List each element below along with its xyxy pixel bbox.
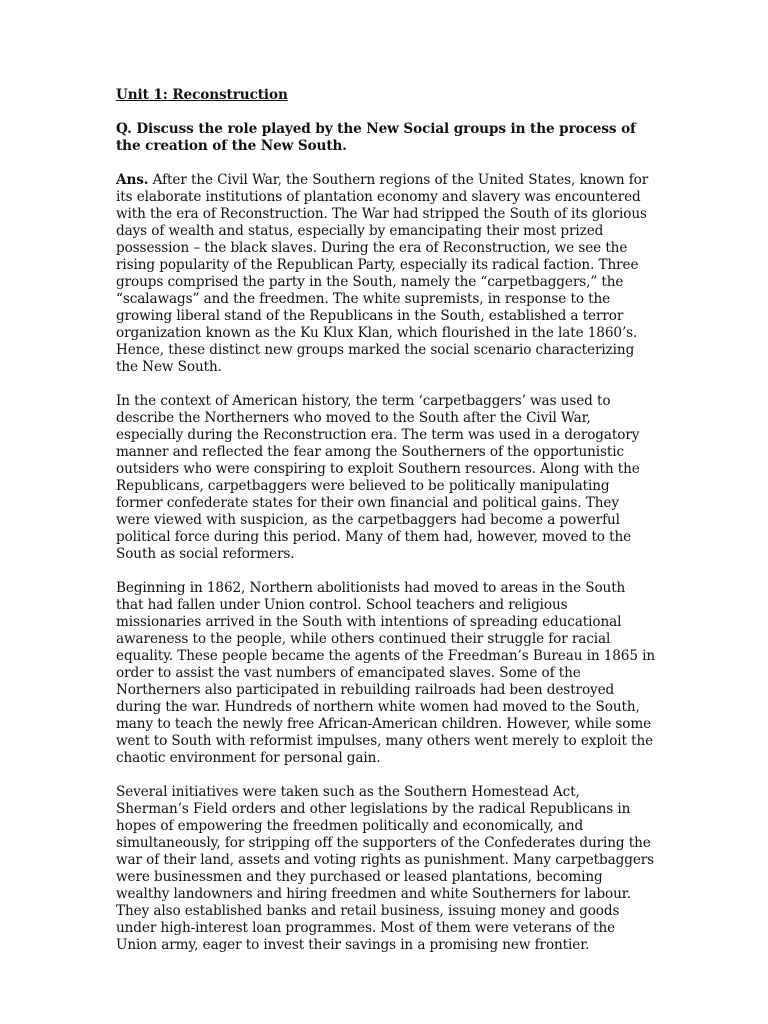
paragraph-carpetbaggers: In the context of American history, the term ‘carpetbaggers’ was used to describe the Northerners who moved to the South after the Civil War, especially during the Reconstruction era. The term was used in a derogatory manner and reflected the fear among the Southerners of the opportunistic outsiders who were conspiring to exploit Southern resources. Along with the Republicans, carpetbaggers were believed to be politically manipulating former confederate states for their own financial and political gains. They were viewed with suspicion, as the carpetbaggers had become a powerful political force during this period. Many of them had, however, moved to the South as social reformers. [116,393,640,562]
document-page [116,87,656,971]
paragraph-text: After the Civil War, the Southern regions of the United States, known for its elaborate institutions of plantation economy and slavery was encountered with the era of Reconstruction. The War had stripped the South of its glorious days of wealth and status, especially by emancipating their most prized possession – the black slaves. During the era of Reconstruction, we see the rising popularity of the Republican Party, especially its radical faction. Three groups comprised the party in the South, namely the “carpetbaggers,” the “scalawags” and the freedmen. The white supremists, in response to the growing liberal stand of the Republicans in the South, established a terror organization known as the Ku Klux Klan, which flourished in the late 1860’s. Hence, these distinct new groups marked the social scenario characterizing the New South. [116,172,649,375]
unit-title: Unit 1: Reconstruction [116,87,288,103]
paragraph-abolitionists: Beginning in 1862, Northern abolitionists had moved to areas in the South that had fallen under Union control. School teachers and religious missionaries arrived in the South with intentions of spreading educational awareness to the people, while others continued their struggle for racial equality. These people became the agents of the Freedman’s Bureau in 1865 in order to assist the vast numbers of emancipated slaves. Some of the Northerners also participated in rebuilding railroads had been destroyed during the war. Hundreds of northern white women had moved to the South, many to teach the newly free African-American children. However, while some went to South with reformist impulses, many others went merely to exploit the chaotic environment for personal gain. [116,580,656,766]
paragraph-initiatives: Several initiatives were taken such as the Southern Homestead Act, Sherman’s Field orders and other legislations by the radical Republicans in hopes of empowering the freedmen politically and economically, and simultaneously, for stripping off the supporters of the Confederates during the war of their land, assets and voting rights as punishment. Many carpetbaggers were businessmen and they purchased or leased plantations, becoming wealthy landowners and hiring freedmen and white Southerners for labour. They also established banks and retail business, issuing money and goods under high-interest loan programmes. Most of them were veterans of the Union army, eager to invest their savings in a promising new frontier. [116,784,655,953]
answer-paragraph [116,172,656,376]
question-text: Q. Discuss the role played by the New Social groups in the process of the creation of the New South. [116,121,636,154]
answer-label: Ans. [116,172,149,188]
